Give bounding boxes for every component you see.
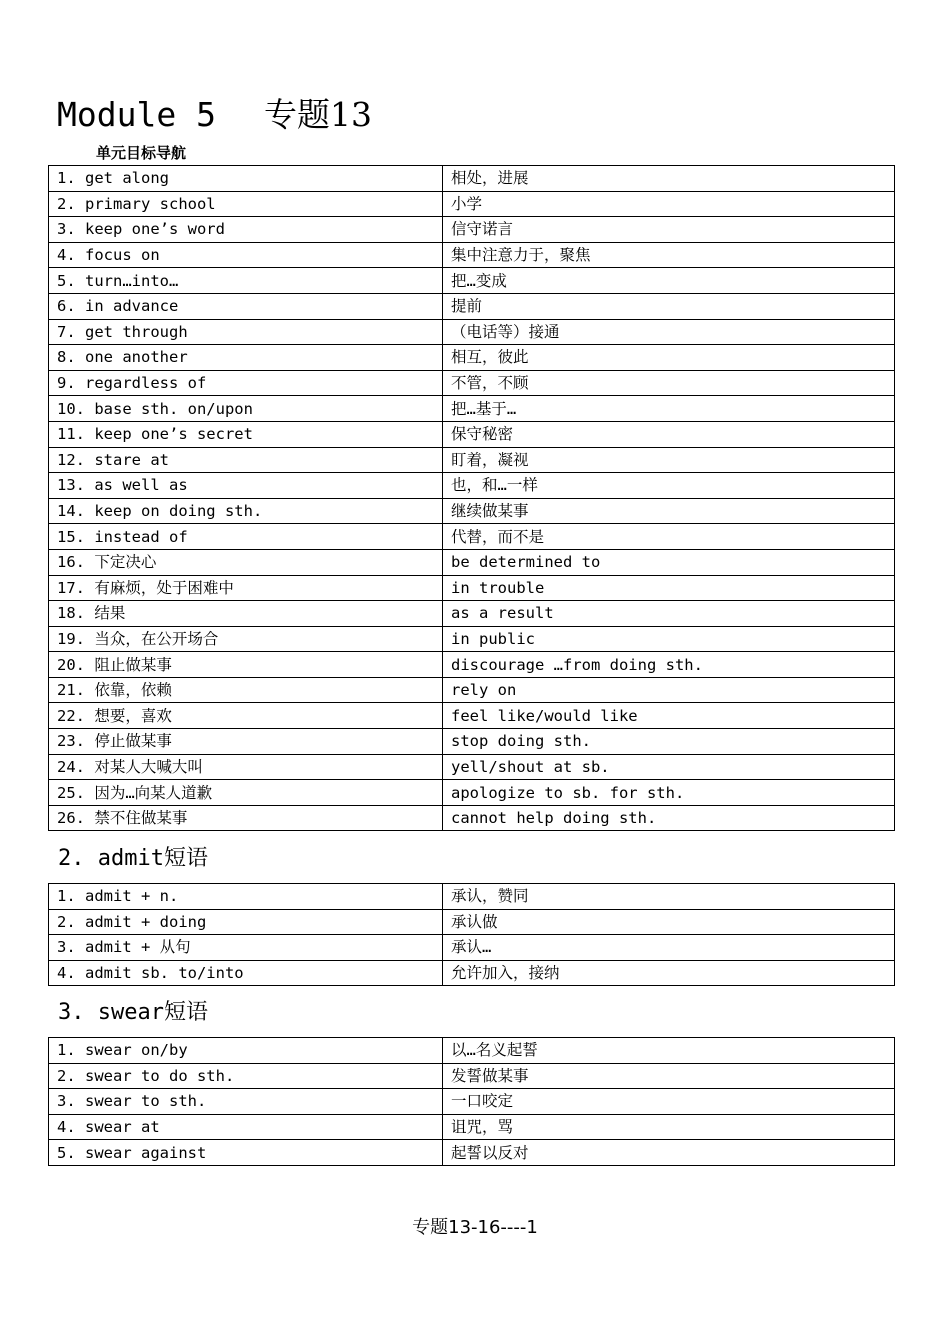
phrase-cell: 24. 对某人大喊大叫 <box>49 754 443 780</box>
meaning-cell: rely on <box>443 677 895 703</box>
section-title-admit: 2. admit短语 <box>58 846 208 871</box>
table-row <box>49 601 895 627</box>
phrase-cell: 8. one another <box>49 345 443 371</box>
table-row <box>49 191 895 217</box>
phrase-cell: 1. get along <box>49 166 443 192</box>
table-row <box>49 1089 895 1115</box>
phrase-cell: 3. admit + 从句 <box>49 935 443 961</box>
table-row <box>49 498 895 524</box>
phrase-cell: 22. 想要，喜欢 <box>49 703 443 729</box>
meaning-cell: 也，和…一样 <box>443 473 895 499</box>
phrase-cell: 1. admit + n. <box>49 884 443 910</box>
table-row <box>49 909 895 935</box>
table-row <box>49 703 895 729</box>
table-row <box>49 575 895 601</box>
meaning-cell: 承认，赞同 <box>443 884 895 910</box>
phrase-cell: 2. swear to do sth. <box>49 1063 443 1089</box>
meaning-cell: in trouble <box>443 575 895 601</box>
meaning-cell: 发誓做某事 <box>443 1063 895 1089</box>
table-row <box>49 1063 895 1089</box>
table-row <box>49 293 895 319</box>
phrase-cell: 17. 有麻烦，处于困难中 <box>49 575 443 601</box>
table-row <box>49 1114 895 1140</box>
phrase-cell: 21. 依靠，依赖 <box>49 677 443 703</box>
table-row <box>49 345 895 371</box>
meaning-cell: （电话等）接通 <box>443 319 895 345</box>
page-footer: 专题13-16----1 <box>412 1217 538 1238</box>
meaning-cell: in public <box>443 626 895 652</box>
table-row <box>49 268 895 294</box>
meaning-cell: 提前 <box>443 293 895 319</box>
phrase-cell: 4. swear at <box>49 1114 443 1140</box>
meaning-cell: feel like/would like <box>443 703 895 729</box>
table-row <box>49 884 895 910</box>
table-row <box>49 626 895 652</box>
table-row <box>49 396 895 422</box>
table-row <box>49 805 895 831</box>
phrase-cell: 12. stare at <box>49 447 443 473</box>
meaning-cell: 保守秘密 <box>443 421 895 447</box>
meaning-cell: 起誓以反对 <box>443 1140 895 1166</box>
meaning-cell: 集中注意力于，聚焦 <box>443 242 895 268</box>
meaning-cell: 盯着，凝视 <box>443 447 895 473</box>
module-label: Module 5 <box>57 95 216 134</box>
phrase-cell: 3. swear to sth. <box>49 1089 443 1115</box>
phrase-cell: 15. instead of <box>49 524 443 550</box>
table-row <box>49 473 895 499</box>
meaning-cell: 不管，不顾 <box>443 370 895 396</box>
meaning-cell: 承认做 <box>443 909 895 935</box>
phrase-cell: 2. admit + doing <box>49 909 443 935</box>
meaning-cell: apologize to sb. for sth. <box>443 780 895 806</box>
meaning-cell: be determined to <box>443 549 895 575</box>
phrase-cell: 13. as well as <box>49 473 443 499</box>
phrase-cell: 3. keep one’s word <box>49 217 443 243</box>
phrase-table-swear <box>48 1037 895 1166</box>
table-row <box>49 447 895 473</box>
table-row <box>49 217 895 243</box>
table-row <box>49 524 895 550</box>
phrase-cell: 4. focus on <box>49 242 443 268</box>
phrase-cell: 5. swear against <box>49 1140 443 1166</box>
meaning-cell: 小学 <box>443 191 895 217</box>
phrase-cell: 23. 停止做某事 <box>49 729 443 755</box>
table-row <box>49 242 895 268</box>
meaning-cell: cannot help doing sth. <box>443 805 895 831</box>
phrase-table-main <box>48 165 895 831</box>
phrase-cell: 1. swear on/by <box>49 1038 443 1064</box>
phrase-cell: 6. in advance <box>49 293 443 319</box>
table-row <box>49 754 895 780</box>
phrase-table-admit <box>48 883 895 986</box>
phrase-cell: 19. 当众，在公开场合 <box>49 626 443 652</box>
meaning-cell: 允许加入，接纳 <box>443 960 895 986</box>
table-row <box>49 166 895 192</box>
meaning-cell: 承认… <box>443 935 895 961</box>
phrase-cell: 18. 结果 <box>49 601 443 627</box>
topic-label: 专题13 <box>263 95 372 134</box>
phrase-cell: 11. keep one’s secret <box>49 421 443 447</box>
section-subtitle: 单元目标导航 <box>96 144 187 162</box>
table-row <box>49 549 895 575</box>
meaning-cell: 继续做某事 <box>443 498 895 524</box>
meaning-cell: 以…名义起誓 <box>443 1038 895 1064</box>
table-row <box>49 677 895 703</box>
table-row <box>49 1038 895 1064</box>
meaning-cell: yell/shout at sb. <box>443 754 895 780</box>
phrase-cell: 4. admit sb. to/into <box>49 960 443 986</box>
meaning-cell: 把…基于… <box>443 396 895 422</box>
phrase-cell: 9. regardless of <box>49 370 443 396</box>
table-row <box>49 370 895 396</box>
meaning-cell: discourage …from doing sth. <box>443 652 895 678</box>
table-row <box>49 960 895 986</box>
meaning-cell: 相互，彼此 <box>443 345 895 371</box>
table-row <box>49 1140 895 1166</box>
meaning-cell: stop doing sth. <box>443 729 895 755</box>
meaning-cell: 诅咒，骂 <box>443 1114 895 1140</box>
phrase-cell: 14. keep on doing sth. <box>49 498 443 524</box>
table-row <box>49 319 895 345</box>
table-row <box>49 652 895 678</box>
phrase-cell: 10. base sth. on/upon <box>49 396 443 422</box>
table-row <box>49 935 895 961</box>
meaning-cell: 把…变成 <box>443 268 895 294</box>
table-row <box>49 729 895 755</box>
table-row <box>49 780 895 806</box>
meaning-cell: 一口咬定 <box>443 1089 895 1115</box>
meaning-cell: 代替，而不是 <box>443 524 895 550</box>
phrase-cell: 2. primary school <box>49 191 443 217</box>
phrase-cell: 16. 下定决心 <box>49 549 443 575</box>
meaning-cell: 信守诺言 <box>443 217 895 243</box>
phrase-cell: 20. 阻止做某事 <box>49 652 443 678</box>
section-title-swear: 3. swear短语 <box>58 1000 208 1025</box>
meaning-cell: 相处，进展 <box>443 166 895 192</box>
phrase-cell: 5. turn…into… <box>49 268 443 294</box>
table-row <box>49 421 895 447</box>
meaning-cell: as a result <box>443 601 895 627</box>
phrase-cell: 7. get through <box>49 319 443 345</box>
phrase-cell: 25. 因为…向某人道歉 <box>49 780 443 806</box>
phrase-cell: 26. 禁不住做某事 <box>49 805 443 831</box>
page-title <box>57 92 372 138</box>
